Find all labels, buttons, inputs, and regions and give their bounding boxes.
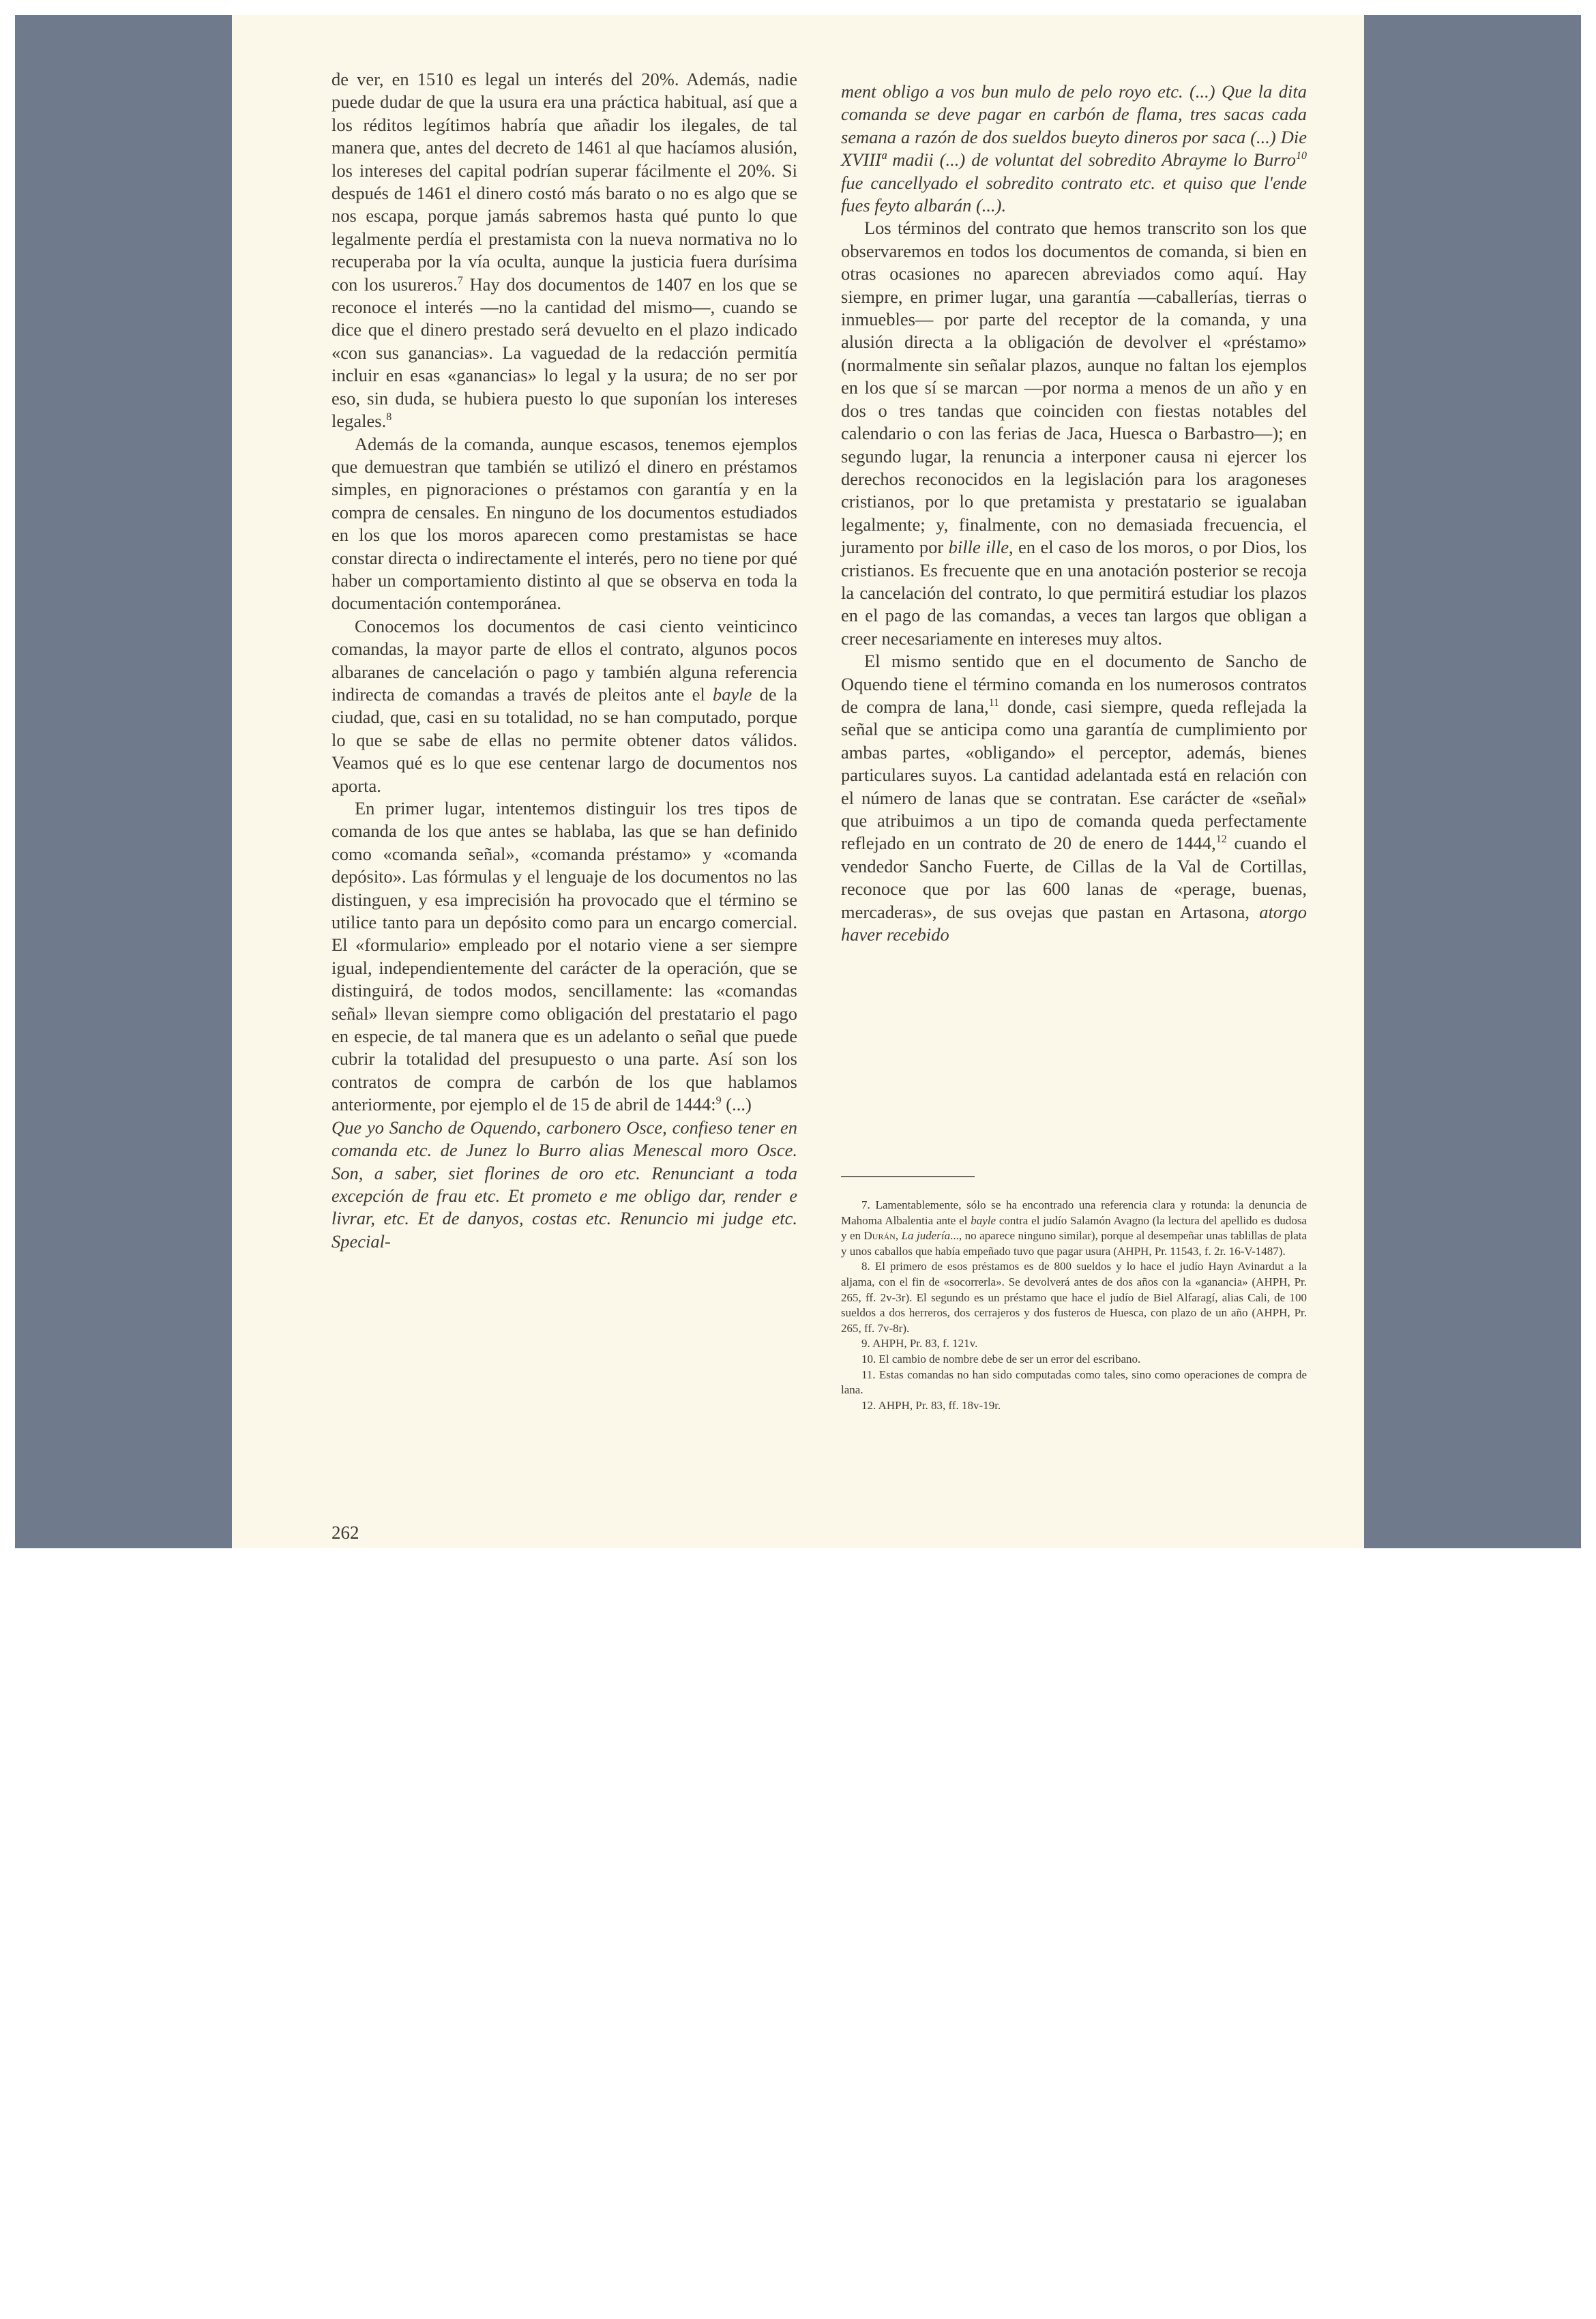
footnote: 10. El cambio de nombre debe de ser un error del escribano. <box>861 1352 1141 1365</box>
footnote: 7. Lamentablemente, sólo se ha encontrado una referencia clara y rotunda: la denuncia de Mahoma Albalentia ante el bayle contra el judío Salamón Avagno (la lectura del apellido es dudosa y en Durán, La judería..., no aparece ninguno similar), porque al desempeñar unas tablillas de plata y unos caballos que había empeñado tuvo que pagar usura (AHPH, Pr. 11543, f. 2r. 16-V-1487). <box>841 1198 1307 1258</box>
citation-paragraph: ment obligo a vos bun mulo de pelo royo etc. (...) Que la dita comanda se deve pagar en carbón de flama, tres sacas cada semana a razón de dos sueldos bueyto dineros por saca (...) Die XVIIIª madii (...) de voluntat del sobredito Abrayme lo Burro$^{10}$ fue cancellyado el sobredito contrato etc. et quiso que l'ende fues feyto albarán (...). <box>841 81 1307 216</box>
footnote-ref[interactable]: 8 <box>386 411 392 424</box>
footnote: 8. El primero de esos préstamos es de 800 sueldos y lo hace el judío Hayn Avinardut a la aljama, con el fin de «socorrerla». Se devolverá antes de dos años con la «ganancia» (AHPH, Pr. 265, ff. 2v-3r). El segundo es un préstamo que hace el judío de Biel Alfaragí, alias Cali, de 100 sueldos a dos herreros, dos cerrajeros y dos fusteros de Huesca, con plazo de un año (AHPH, Pr. 265, ff. 7v-8r). <box>841 1260 1307 1335</box>
paragraph: Conocemos los documentos de casi ciento veinticinco comandas, la mayor parte de ellos el contrato, algunos pocos albaranes de cancelación o pago y también alguna referencia indirecta de comandas a través de pleitos ante el bayle de la ciudad, que, casi en su totalidad, no se han computado, porque lo que se sabe de ellas no permite obtener datos válidos. Veamos qué es lo que ese centenar largo de documentos nos aporta. <box>331 615 797 796</box>
footnote-ref[interactable]: 7 <box>457 274 463 286</box>
paragraph: de ver, en 1510 es legal un interés del 20%. Además, nadie puede dudar de que la usura era una práctica habitual, así que a los réditos legítimos habría que añadir los ilegales, de tal manera que, antes del decreto de 1461 al que hacíamos alusión, los intereses del capital podrían superar fácilmente el 20%. Si después de 1461 el dinero costó más barato o no es algo que se nos escapa, porque jamás sabremos hasta qué punto lo que legalmente perdía el prestamista con la nueva normativa no lo recuperaba por la vía oculta, aunque la justicia fuera durísima con los usureros.$^7$ Hay dos documentos de 1407 en los que se reconoce el interés —no la cantidad del mismo—, cuando se dice que el dinero prestado será devuelto en el plazo indicado «con sus ganancias». La vaguedad de la redacción permitía incluir en esas «ganancias» lo legal y la usura; de no ser por eso, sin duda, se hubiera puesto lo que suponían los intereses legales.$^8$ <box>331 69 797 432</box>
footnote-divider <box>841 1176 975 1177</box>
footnote-ref[interactable]: 10 <box>1296 150 1307 162</box>
footnote: 11. Estas comandas no han sido computadas como tales, sino como operaciones de compra de lana. <box>841 1368 1307 1397</box>
paragraph: En primer lugar, intentemos distinguir los tres tipos de comanda de los que antes se hablaba, las que se han definido como «comanda señal», «comanda préstamo» y «comanda depósito». Las fórmulas y el lenguaje de los documentos no las distinguen, y esa imprecisión ha provocado que el término se utilice tanto para un depósito como para un encargo comercial. El «formulario» empleado por el notario viene a ser siempre igual, independientemente del carácter de la operación, que se distinguirá, de todos modos, sencillamente: las «comandas señal» llevan siempre como obligación del prestatario el pago en especie, de tal manera que es un adelanto o señal que puede cubrir la totalidad del presupuesto o una parte. Así son los contratos de compra de carbón de los que hablamos anteriormente, por ejemplo el de 15 de abril de 1444:$^9$ (...) <box>331 798 797 1115</box>
paragraph: El mismo sentido que en el documento de Sancho de Oquendo tiene el término comanda en los numerosos contratos de compra de lana,$^{11}$ donde, casi siempre, queda reflejada la señal que se anticipa como una garantía de cumplimiento por ambas partes, «obligando» el perceptor, además, bienes particulares suyos. La cantidad adelantada está en relación con el número de lanas que se contratan. Ese carácter de «señal» que atribuimos a un tipo de comanda queda perfectamente reflejado en un contrato de 20 de enero de 1444,12 cuando el vendedor Sancho Fuerte, de Cillas de la Val de Cortillas, reconoce que por las 600 lanas de «perage, buenas, mercaderas», de sus ovejas que pastan en Artasona, atorgo haver recebido <box>841 651 1307 945</box>
footnote-ref[interactable]: 9 <box>715 1095 722 1107</box>
footnote-ref[interactable]: 12 <box>1215 833 1227 846</box>
footnotes <box>841 1176 1307 1413</box>
book-page <box>232 15 1364 1548</box>
page-number: 262 <box>331 1522 359 1543</box>
footnote-ref[interactable]: 11 <box>988 697 1000 709</box>
footnote: 9. AHPH, Pr. 83, f. 121v. <box>861 1337 978 1350</box>
paragraph: Los términos del contrato que hemos transcrito son los que observaremos en todos los documentos de comanda, si bien en otras ocasiones no aparecen abreviados como aquí. Hay siempre, en primer lugar, una garantía —caballerías, tierras o inmuebles— por parte del receptor de la comanda, y una alusión directa a la obligación de devolver el «préstamo» (normalmente sin señalar plazos, aunque no faltan los ejemplos en los que sí se marcan —por norma a menos de un año y en dos o tres tandas que coinciden con fiestas notables del calendario o con las ferias de Jaca, Huesca o Barbastro—); en segundo lugar, la renuncia a interponer causa ni ejercer los derechos reconocidos en la legislación para los aragoneses cristianos, por lo que pretamista y prestatario se igualaban legalmente; y, finalmente, con no demasiada frecuencia, el juramento por bille ille, en el caso de los moros, o por Dios, los cristianos. Es frecuente que en una anotación posterior se recoja la cancelación del contrato, lo que permitirá estudiar los plazos en el pago de las comandas, a veces tan largos que obligan a creer necesariamente en intereses muy altos. <box>841 218 1307 649</box>
left-text-column <box>331 68 797 1253</box>
paragraph: Además de la comanda, aunque escasos, tenemos ejemplos que demuestran que también se utilizó el dinero en préstamos simples, en pignoraciones o préstamos con garantía y en la compra de censales. En ninguno de los documentos estudiados en los que los moros aparecen como prestamistas se hace constar directa o indirectamente el interés, pero no tiene por qué haber un comportamiento distinto al que se observa en toda la documentación contemporánea. <box>331 433 797 614</box>
citation-paragraph: Que yo Sancho de Oquendo, carbonero Osce, confieso tener en comanda etc. de Junez lo Burro alias Menescal moro Osce. Son, a saber, siet florines de oro etc. Renunciant a toda excepción de frau etc. Et prometo e me obligo dar, render e livrar, etc. Et de danyos, costas etc. Renuncio mi judge etc. Special- <box>331 1117 797 1252</box>
right-text-column <box>841 80 1307 946</box>
footnote: 12. AHPH, Pr. 83, ff. 18v-19r. <box>861 1398 1001 1412</box>
